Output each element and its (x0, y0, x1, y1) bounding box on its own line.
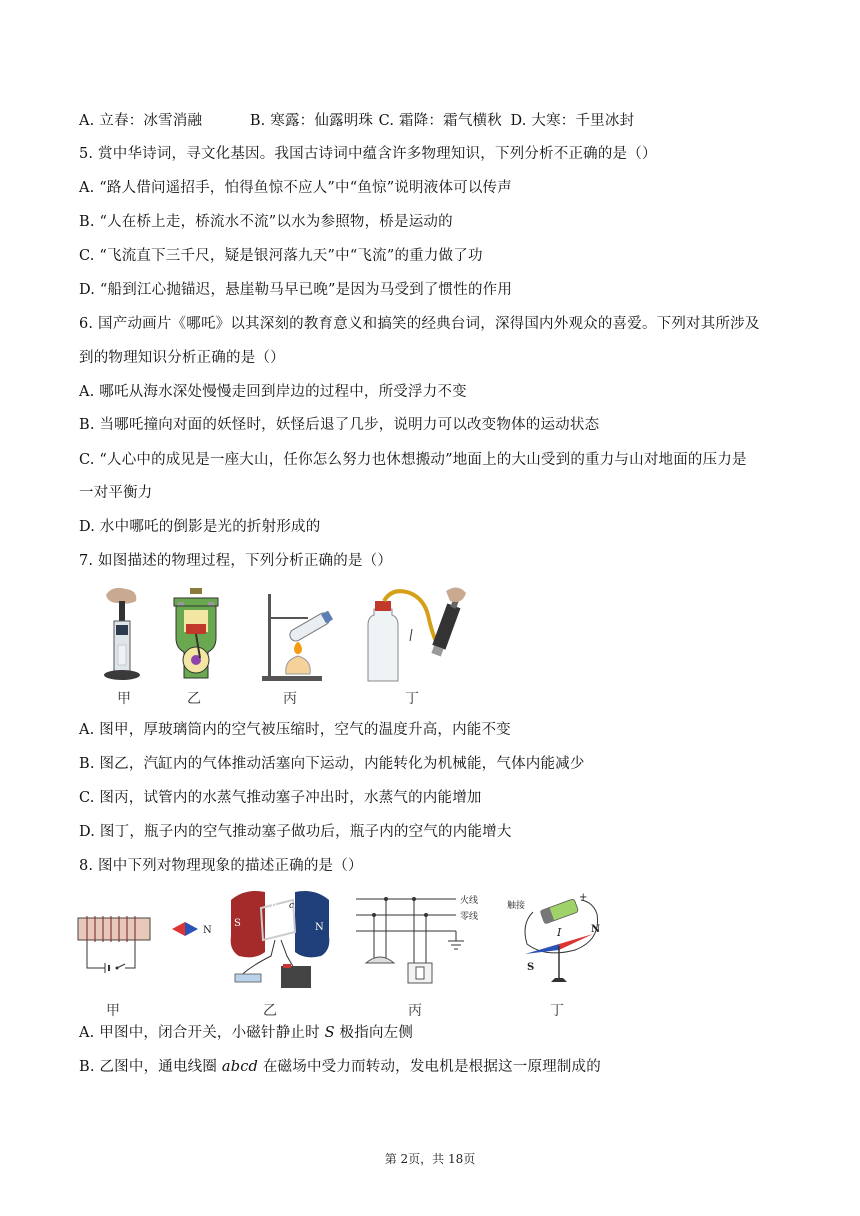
q8-caption-bing: 丙 (408, 1003, 422, 1019)
q8-figure-ding (505, 888, 615, 988)
q4-option-c: C. 霜降：霜气横秋 (378, 113, 502, 129)
q8-option-a-symbol: S (324, 1025, 335, 1041)
q8-ding-touch-label: 触接 (507, 901, 526, 911)
q7-option-c: C. 图丙，试管内的水蒸气推动塞子冲出时，水蒸气的内能增加 (79, 790, 482, 806)
q8-caption-jia: 甲 (106, 1003, 120, 1019)
q6-option-a: A. 哪吒从海水深处慢慢走回到岸边的过程中，所受浮力不变 (79, 384, 467, 400)
q8-yi-d-label: d (287, 935, 293, 945)
q7-figure-ding (362, 585, 472, 685)
q8-jia-n-label: N (203, 925, 212, 936)
page-footer: 第 2页，共 18页 (384, 1152, 476, 1166)
q8-caption-ding: 丁 (550, 1003, 564, 1019)
q7-option-a: A. 图甲，厚玻璃筒内的空气被压缩时，空气的温度升高，内能不变 (79, 722, 511, 738)
q8-caption-yi: 乙 (263, 1003, 277, 1019)
q8-ding-plus-label: + (579, 892, 588, 903)
q6-option-c-line2: 一对平衡力 (79, 485, 153, 501)
q8-option-b-text2: 在磁场中受力而转动，发电机是根据这一原理制成的 (258, 1059, 601, 1075)
q6-option-d: D. 水中哪吒的倒影是光的折射形成的 (79, 519, 321, 535)
q8-figure-bing (352, 893, 492, 985)
q7-caption-yi: 乙 (187, 691, 201, 707)
q5-option-d: D. “船到江心抛锚迟，悬崖勒马早已晚”是因为马受到了惯性的作用 (79, 282, 513, 298)
q7-figure-bing (258, 588, 338, 683)
q6-stem-line2: 到的物理知识分析正确的是（） (79, 350, 285, 366)
q7-stem: 7. 如图描述的物理过程，下列分析正确的是（） (79, 553, 393, 569)
q7-caption-jia: 甲 (117, 691, 131, 707)
q6-option-b: B. 当哪吒撞向对面的妖怪时，妖怪后退了几步，说明力可以改变物体的运动状态 (79, 417, 600, 433)
q8-ding-n-label: N (591, 924, 601, 935)
q5-option-c: C. “飞流直下三千尺，疑是银河落九天”中“飞流”的重力做了功 (79, 248, 483, 264)
q7-option-d: D. 图丁，瓶子内的空气推动塞子做功后，瓶子内的空气的内能增大 (79, 824, 512, 840)
q8-option-a (79, 1023, 413, 1043)
q8-figure-jia (75, 910, 225, 980)
q8-stem: 8. 图中下列对物理现象的描述正确的是（） (79, 858, 363, 874)
q8-ding-s-label: S (527, 962, 535, 973)
q7-figure-yi (166, 588, 226, 683)
q8-yi-s-label: S (234, 918, 241, 929)
q4-option-d: D. 大寒：千里冰封 (510, 113, 635, 129)
q7-figure-jia (98, 585, 148, 685)
q6-stem-line1: 6. 国产动画片《哪吒》以其深刻的教育意义和搞笑的经典台词，深得国内外观众的喜爱。下列对其所涉及 (79, 316, 760, 332)
q6-option-c-line1: C. “人心中的成见是一座大山，任你怎么努力也休想搬动”地面上的大山受到的重力与山对地面的压力是 (79, 452, 747, 468)
q7-caption-ding: 丁 (405, 691, 419, 707)
q4-options (79, 111, 634, 131)
q8-yi-c-label: c (289, 901, 295, 911)
q7-option-b: B. 图乙，汽缸内的气体推动活塞向下运动，内能转化为机械能，气体内能减少 (79, 756, 585, 772)
q8-option-b (79, 1057, 601, 1077)
q8-option-b-text1: B. 乙图中，通电线圈 (79, 1059, 222, 1075)
q4-option-a: A. 立春：冰雪消融 (79, 113, 203, 129)
q8-bing-neutral-label: 零线 (460, 912, 479, 922)
q7-caption-bing: 丙 (283, 691, 297, 707)
q8-yi-a-label: a (267, 913, 273, 923)
q8-yi-b-label: b (271, 901, 277, 911)
q8-bing-live-label: 火线 (460, 896, 479, 906)
q4-option-b: B. 寒露：仙露明珠 (249, 113, 374, 129)
q5-option-b: B. “人在桥上走，桥流水不流”以水为参照物，桥是运动的 (79, 214, 453, 230)
q5-option-a: A. “路人借问遥招手，怕得鱼惊不应人”中“鱼惊”说明液体可以传声 (79, 180, 512, 196)
q8-option-a-text1: A. 甲图中，闭合开关，小磁针静止时 (79, 1025, 325, 1041)
q8-yi-n-label: N (315, 922, 324, 933)
q5-stem: 5. 赏中华诗词，寻文化基因。我国古诗词中蕴含许多物理知识，下列分析不正确的是（） (79, 146, 657, 162)
q8-option-b-symbol: abcd (221, 1059, 259, 1075)
q8-figure-yi (225, 886, 335, 994)
q8-option-a-text2: 极指向左侧 (334, 1025, 414, 1041)
q8-ding-current-label: I (557, 926, 562, 939)
